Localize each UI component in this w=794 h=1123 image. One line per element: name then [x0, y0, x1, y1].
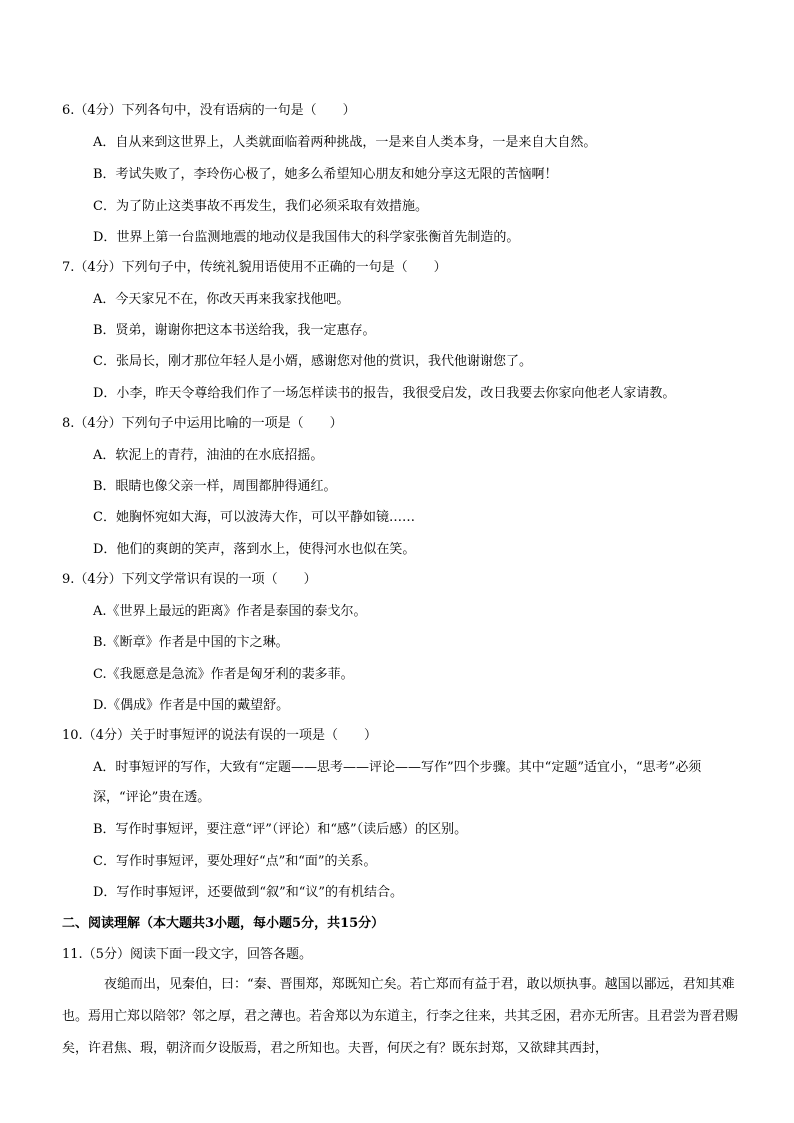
question-10-option-d: D．写作时事短评，还要做到“叙”和“议”的有机结合。 [93, 885, 404, 900]
question-10-option-a: A．时事短评的写作，大致有“定题——思考——评论——写作”四个步骤。其中“定题”适宜小，“思考”必须深，“评论”贵在透。 [93, 760, 702, 805]
reading-passage: 夜缒而出，见秦伯，曰：“秦、晋围郑，郑既知亡矣。若亡郑而有益于君，敢以烦执事。越国以鄙远，君知其难也。焉用亡郑以陪邻？邻之厚，君之薄也。若舍郑以为东道主，行李之往来，共其乏困，君亦无所害。且君尝为晋君赐矣，许君焦、瑕，朝济而夕设版焉，君之所知也。夫晋，何厌之有？既东封郑，又欲肆其西封， [62, 977, 739, 1056]
question-6-option-b: B．考试失败了，李玲伤心极了，她多么希望知心朋友和她分享这无限的苦恼啊！ [93, 167, 558, 182]
question-7-option-c: C．张局长，刚才那位年轻人是小婿，感谢您对他的赏识，我代他谢谢您了。 [93, 354, 532, 369]
question-9-option-d: D.《偶成》作者是中国的戴望舒。 [93, 698, 290, 713]
question-7-option-b: B．贤弟，谢谢你把这本书送给我，我一定惠存。 [93, 323, 376, 338]
question-7-option-a: A．今天家兄不在，你改天再来我家找他吧。 [93, 292, 350, 307]
question-9-stem: 9.（4分）下列文学常识有误的一项（ ） [62, 572, 317, 587]
question-8-option-a: A．软泥上的青荇，油油的在水底招摇。 [93, 448, 324, 463]
section-2-title: 二、阅读理解（本大题共3小题，每小题5分，共15分） [62, 916, 385, 931]
question-6-option-d: D．世界上第一台监测地震的地动仪是我国伟大的科学家张衡首先制造的。 [93, 230, 520, 245]
question-11-stem: 11.（5分）阅读下面一段文字，回答各题。 [62, 947, 312, 962]
question-9-option-b: B.《断章》作者是中国的卞之琳。 [93, 635, 289, 650]
question-6-option-c: C．为了防止这类事故不再发生，我们必须采取有效措施。 [93, 199, 428, 214]
question-9-option-c: C.《我愿意是急流》作者是匈牙利的裴多菲。 [93, 667, 354, 682]
question-6-stem: 6.（4分）下列各句中，没有语病的一句是（ ） [62, 103, 356, 118]
question-8-option-d: D．他们的爽朗的笑声，落到水上，使得河水也似在笑。 [93, 542, 416, 557]
question-10-option-c: C．写作时事短评，要处理好“点”和“面”的关系。 [93, 854, 377, 869]
question-7-option-d: D．小李，昨天令尊给我们作了一场怎样读书的报告，我很受启发，改日我要去你家向他老人家请教。 [93, 386, 676, 401]
question-8-option-c: C．她胸怀宛如大海，可以波涛大作，可以平静如镜…… [93, 510, 415, 525]
question-8-stem: 8.（4分）下列句子中运用比喻的一项是（ ） [62, 416, 343, 431]
question-8-option-b: B．眼睛也像父亲一样，周围都肿得通红。 [93, 479, 337, 494]
question-7-stem: 7.（4分）下列句子中，传统礼貌用语使用不正确的一句是（ ） [62, 260, 447, 275]
question-6-option-a: A．自从来到这世界上，人类就面临着两种挑战，一是来自人类本身，一是来自大自然。 [93, 135, 597, 150]
question-9-option-a: A.《世界上最远的距离》作者是泰国的泰戈尔。 [93, 604, 367, 619]
question-10-option-b: B．写作时事短评，要注意“评”（评论）和“感”（读后感）的区别。 [93, 822, 468, 837]
question-10-stem: 10.（4分）关于时事短评的说法有误的一项是（ ） [62, 728, 377, 743]
